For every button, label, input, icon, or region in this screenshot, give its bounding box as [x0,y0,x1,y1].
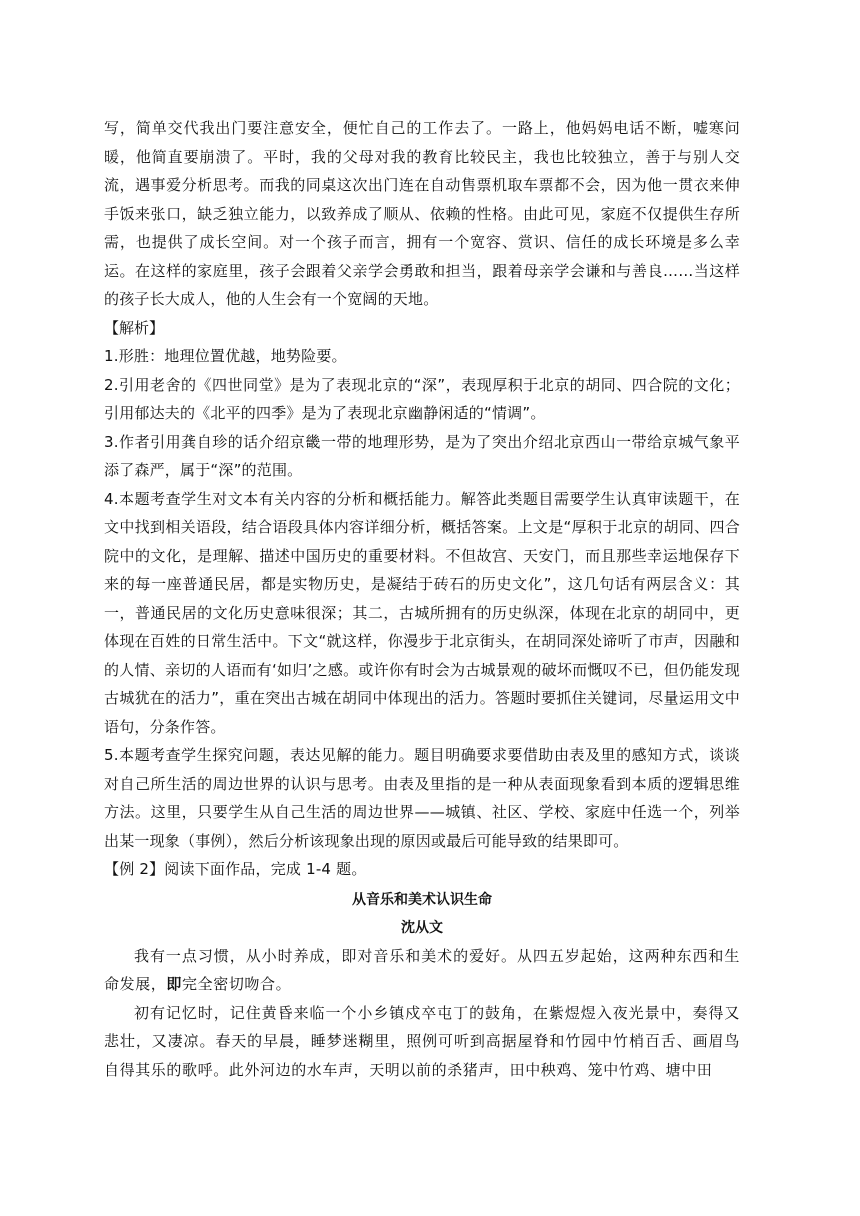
analysis-item-3: 3.作者引用龚自珍的话介绍京畿一带的地理形势，是为了突出介绍北京西山一带给京城气象平添了森严，属于“深”的范围。 [104,432,740,479]
intro-paragraph: 写，简单交代我出门要注意安全，便忙自己的工作去了。一路上，他妈妈电话不断，嘘寒问暖，他简直要崩溃了。平时，我的父母对我的教育比较民主，我也比较独立，善于与别人交流，遇事爱分析思考。而我的同桌这次出门连在自动售票机取车票都不会，因为他一贯衣来伸手饭来张口，缺乏独立能力，以致养成了顺从、依赖的性格。由此可见，家庭不仅提供生存所需，也提供了成长空间。对一个孩子而言，拥有一个宽容、赏识、信任的成长环境是多么幸运。在这样的家庭里，孩子会跟着父亲学会勇敢和担当，跟着母亲学会谦和与善良……当这样的孩子长大成人，他的人生会有一个宽阔的天地。 [104,119,740,308]
article-author: 沈从文 [401,919,443,936]
analysis-item-4: 4.本题考查学生对文本有关内容的分析和概括能力。解答此类题目需要学生认真审读题干，在文中找到相关语段，结合语段具体内容详细分析，概括答案。上文是“厚积于北京的胡同、四合院中的文化，是理解、描述中国历史的重要材料。不但故宫、天安门，而且那些幸运地保存下来的每一座普通民居，都是实物历史，是凝结于砖石的历史文化”，这几句话有两层含义：其一，普通民居的文化历史意味很深；其二，古城所拥有的历史纵深，体现在北京的胡同中，更体现在百姓的日常生活中。下文“就这样，你漫步于北京街头，在胡同深处谛听了市声，因融和的人情、亲切的人语而有‘如归’之感。或许你有时会为古城景观的破坏而慨叹不已，但仍能发现古城犹在的活力”，重在突出古城在胡同中体现出的活力。答题时要抓住关键词，尽量运用文中语句，分条作答。 [104,489,740,736]
document-content [104,114,740,1084]
article-paragraph-2: 初有记忆时，记住黄昏来临一个小乡镇戍卒屯丁的鼓角，在紫煜煜入夜光景中，奏得又悲壮，又凄凉。春天的早晨，睡梦迷糊里，照例可听到高据屋脊和竹园中竹梢百舌、画眉鸟自得其乐的歌呼。此外河边的水车声，天明以前的杀猪声，田中秧鸡、笼中竹鸡、塘中田 [104,1003,740,1079]
article-paragraph-1-part-b: 完全密切吻合。 [182,975,292,993]
article-title: 从音乐和美术认识生命 [352,891,492,908]
analysis-heading: 【解析】 [104,318,165,337]
analysis-item-1: 1.形胜：地理位置优越，地势险要。 [104,347,347,365]
analysis-item-5: 5.本题考查学生探究问题，表达见解的能力。题目明确要求要借助由表及里的感知方式，谈谈对自己所生活的周边世界的认识与思考。由表及里指的是一种从表面现象看到本质的逻辑思维方法。这里，只要学生从自己生活的周边世界——城镇、社区、学校、家庭中任选一个，列举出某一现象（事例），然后分析该现象出现的原因或最后可能导致的结果即可。 [104,746,740,850]
example-2-heading: 【例 2】阅读下面作品，完成 1-4 题。 [104,860,367,878]
article-paragraph-1-bold: 即 [166,975,183,993]
article-paragraph-1-part-a: 我有一点习惯，从小时养成，即对音乐和美术的爱好。从四五岁起始，这两种东西和生命发展， [104,946,740,993]
article-paragraph-1 [104,942,740,999]
analysis-item-2: 2.引用老舍的《四世同堂》是为了表现北京的“深”，表现厚积于北京的胡同、四合院的文化；引用郁达夫的《北平的四季》是为了表现北京幽静闲适的“情调”。 [104,375,740,422]
